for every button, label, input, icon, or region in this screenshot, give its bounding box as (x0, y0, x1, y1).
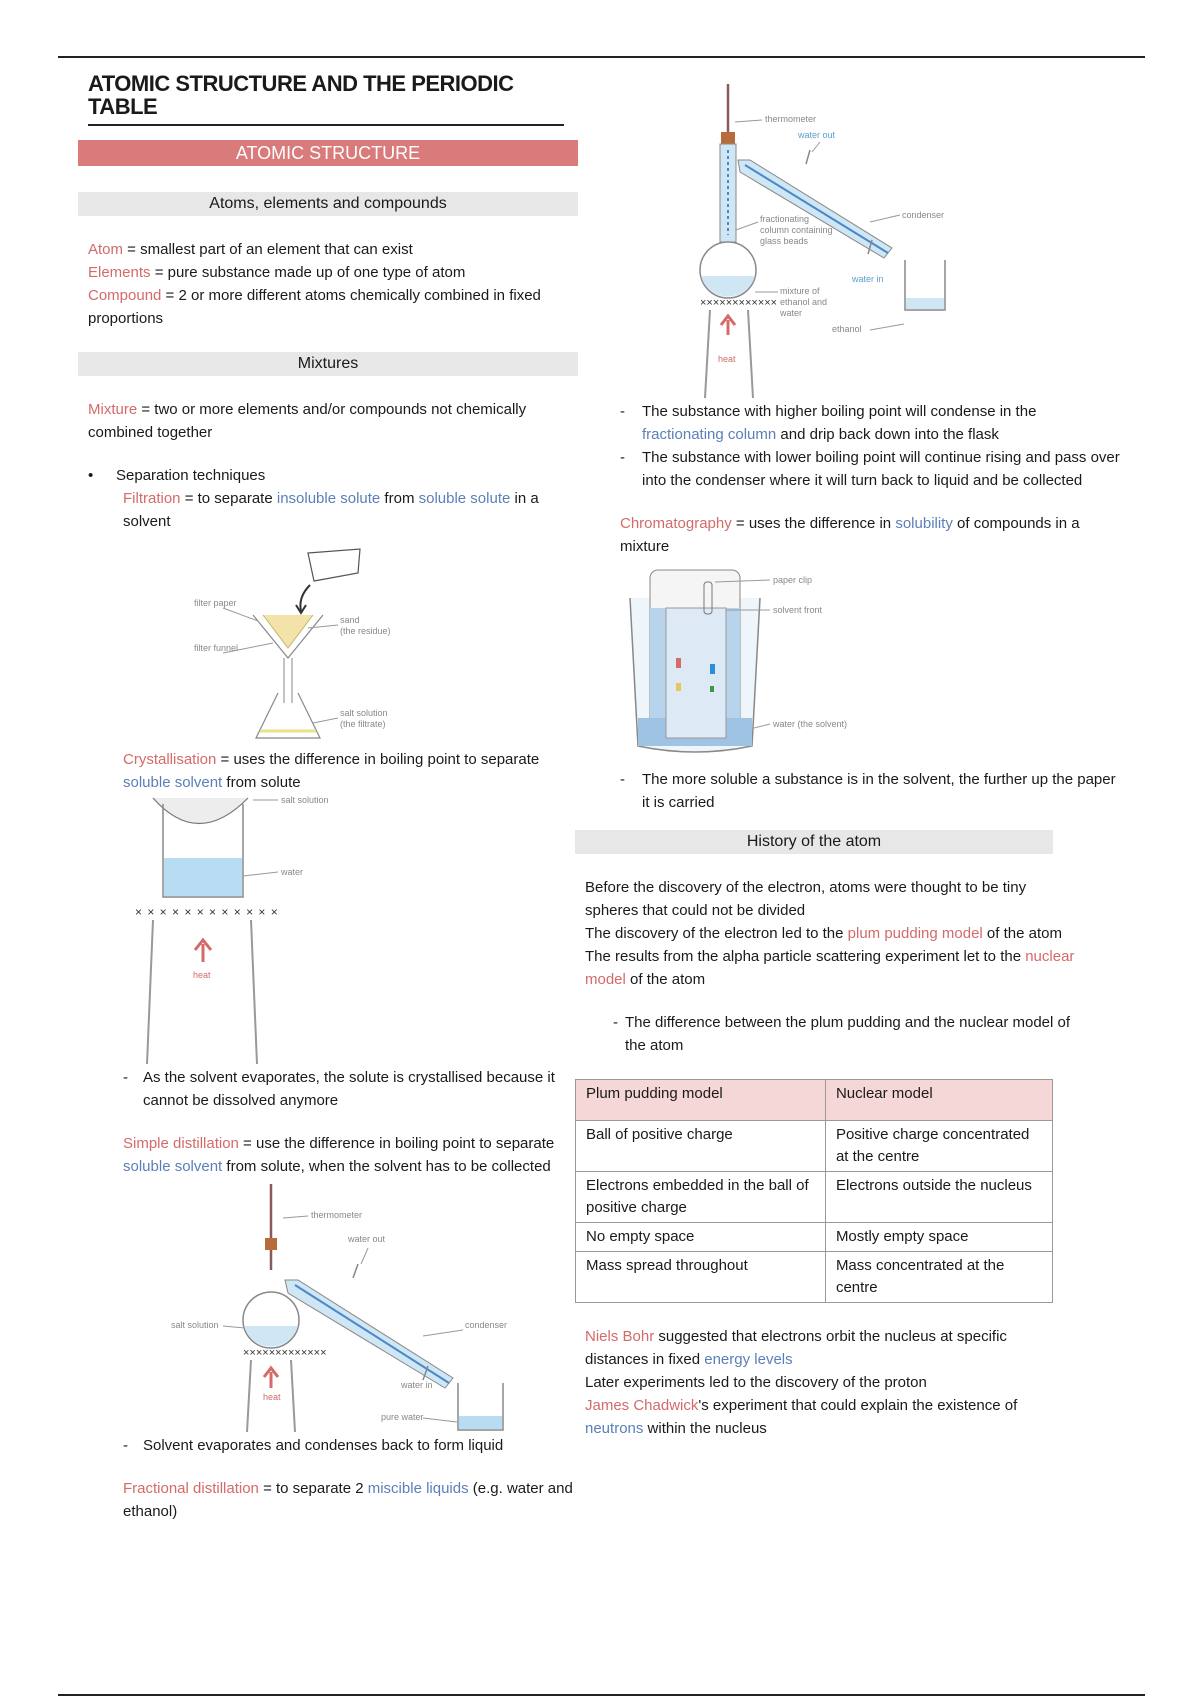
fractional-distillation-diagram (620, 70, 1040, 400)
table-cell: Mass concentrated at the centre (825, 1252, 1052, 1303)
filtration-definition: Filtration = to separate insoluble solute from soluble solute in a solvent (123, 490, 539, 530)
left-column (78, 70, 578, 1523)
subheader-mixtures: Mixtures (78, 352, 578, 376)
history-paragraph-4: Niels Bohr suggested that electrons orbit the nucleus at specific distances in fixed energy levels (585, 1328, 1007, 1368)
label-water-in: water in (401, 1380, 433, 1390)
chromatography-diagram (620, 558, 1020, 768)
label-frac-mixture-1: mixture of (780, 286, 820, 296)
history-paragraph-2: The discovery of the electron led to the plum pudding model of the atom (585, 925, 1062, 942)
svg-text:× × × × × × × × × × × ×: × × × × × × × × × × × × (135, 905, 279, 919)
page-title: ATOMIC STRUCTURE AND THE PERIODIC TABLE (88, 72, 564, 126)
label-frac-column-1: fractionating (760, 214, 810, 224)
table-cell: Positive charge concentrated at the centre (825, 1121, 1052, 1172)
table-cell: No empty space (576, 1223, 826, 1252)
label-simple-heat: heat (263, 1392, 281, 1402)
table-cell: Ball of positive charge (576, 1121, 826, 1172)
crystallisation-definition: Crystallisation = uses the difference in boiling point to separate soluble solvent from solute (123, 751, 540, 791)
table-cell: Electrons outside the nucleus (825, 1172, 1052, 1223)
top-rule (58, 56, 1145, 58)
label-frac-heat: heat (718, 354, 736, 364)
crystallisation-note: - As the solvent evaporates, the solute is crystallised because it cannot be dissolved anymore (123, 1066, 578, 1112)
history-paragraph-5: Later experiments led to the discovery of the proton (585, 1374, 927, 1391)
label-filter-funnel: filter funnel (194, 643, 239, 653)
label-frac-column-3: glass beads (760, 236, 809, 246)
table-row (576, 1252, 1053, 1303)
label-frac-thermometer: thermometer (765, 114, 817, 124)
dash-icon: - (620, 449, 625, 466)
table-row (576, 1121, 1053, 1172)
simple-distillation-note: - Solvent evaporates and condenses back to form liquid (123, 1434, 578, 1457)
mixture-definition: Mixture = two or more elements and/or compounds not chemically combined together (88, 401, 527, 441)
label-frac-column-2: column containing (760, 225, 833, 235)
history-paragraph-1: Before the discovery of the electron, atoms were thought to be tiny spheres that could not be divided (585, 879, 1027, 919)
simple-distillation-definition: Simple distillation = use the difference in boiling point to separate soluble solvent from solute, when the solvent has to be collected (123, 1135, 555, 1175)
label-frac-water-in: water in (852, 274, 884, 284)
table-header: Plum pudding model (576, 1080, 826, 1121)
label-frac-water-out: water out (798, 130, 836, 140)
bullet-dot-icon: • (88, 467, 94, 484)
history-paragraph-3: The results from the alpha particle scattering experiment let to the nuclear model of the atom (585, 948, 1075, 988)
model-comparison-table (575, 1079, 1053, 1303)
label-simple-salt-solution: salt solution (171, 1320, 219, 1330)
label-sand: sand (340, 615, 360, 625)
label-salt-solution: salt solution (340, 708, 388, 718)
fractional-distillation-definition: Fractional distillation = to separate 2 miscible liquids (e.g. water and ethanol) (123, 1480, 573, 1520)
fractional-note-2: - The substance with lower boiling point will continue rising and pass over into the condenser where it will turn back to liquid and be collected (620, 446, 1120, 492)
label-water-out: water out (348, 1234, 386, 1244)
label-paper-clip: paper clip (773, 575, 813, 585)
compound-definition: Compound = 2 or more different atoms chemically combined in fixed proportions (88, 287, 541, 327)
elements-definition: Elements = pure substance made up of one type of atom (88, 264, 466, 281)
label-frac-condenser: condenser (902, 210, 945, 220)
dash-icon: - (620, 403, 625, 420)
table-cell: Mostly empty space (825, 1223, 1052, 1252)
atom-definition: Atom = smallest part of an element that can exist (88, 241, 413, 258)
label-condenser: condenser (465, 1320, 508, 1330)
subheader-atoms: Atoms, elements and compounds (78, 192, 578, 216)
filtration-diagram (138, 533, 438, 748)
table-header-row (576, 1080, 1053, 1121)
bottom-rule (58, 1694, 1145, 1696)
label-water-solvent: water (the solvent) (773, 719, 848, 729)
chromatography-note: - The more soluble a substance is in the solvent, the further up the paper it is carried (620, 768, 1120, 814)
history-note: - The difference between the plum pudding and the nuclear model of the atom (613, 1011, 1075, 1057)
label-cryst-salt-solution: salt solution (281, 795, 329, 805)
label-cryst-water: water (281, 867, 304, 877)
label-solvent-front: solvent front (773, 605, 823, 615)
dash-icon: - (613, 1014, 618, 1031)
section-header-atomic-structure: ATOMIC STRUCTURE (78, 140, 578, 166)
fractional-note-1: - The substance with higher boiling point will condense in the fractionating column and drip back down into the flask (620, 400, 1120, 446)
label-filtrate: (the filtrate) (340, 719, 386, 729)
table-cell: Mass spread throughout (576, 1252, 826, 1303)
simple-distillation-diagram (123, 1178, 543, 1434)
crystallisation-diagram (133, 794, 433, 1066)
table-row (576, 1172, 1053, 1223)
dash-icon: - (620, 771, 625, 788)
label-frac-ethanol: ethanol (832, 324, 862, 334)
label-pure-water: pure water (381, 1412, 424, 1422)
svg-text:××××××××××××: ×××××××××××× (700, 297, 778, 309)
svg-text:×××××××××××××: ××××××××××××× (243, 1347, 327, 1359)
label-cryst-heat: heat (193, 970, 211, 980)
table-header: Nuclear model (825, 1080, 1052, 1121)
subheader-history: History of the atom (575, 830, 1053, 854)
table-cell: Electrons embedded in the ball of positive charge (576, 1172, 826, 1223)
dash-icon: - (123, 1069, 128, 1086)
dash-icon: - (123, 1437, 128, 1454)
right-column (585, 70, 1120, 1440)
label-frac-mixture-3: water (780, 308, 803, 318)
label-sand-residue: (the residue) (340, 626, 391, 636)
chromatography-definition: Chromatography = uses the difference in solubility of compounds in a mixture (620, 515, 1080, 555)
history-paragraph-6: James Chadwick's experiment that could explain the existence of neutrons within the nucleus (585, 1397, 1018, 1437)
label-frac-mixture-2: ethanol and (780, 297, 828, 307)
table-row (576, 1223, 1053, 1252)
separation-bullet: • Separation techniques (88, 464, 578, 487)
label-thermometer: thermometer (311, 1210, 363, 1220)
label-filter-paper: filter paper (194, 598, 237, 608)
